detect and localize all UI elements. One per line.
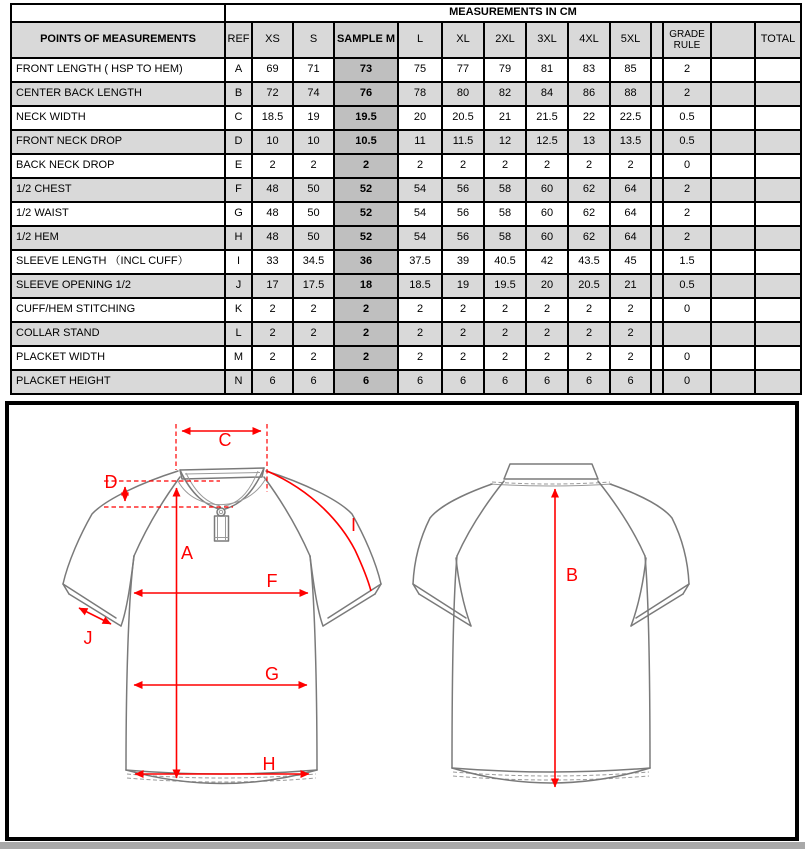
- col-header-ref: REF: [225, 22, 252, 58]
- total-cell: [755, 202, 801, 226]
- size-cell: 2: [484, 322, 526, 346]
- sample-cell: 6: [334, 370, 398, 394]
- size-cell: 77: [442, 58, 484, 82]
- size-cell: 56: [442, 226, 484, 250]
- table-row: [11, 82, 801, 106]
- size-cell: 2: [526, 298, 568, 322]
- size-cell: 75: [398, 58, 442, 82]
- row-label: CENTER BACK LENGTH: [11, 82, 225, 106]
- grade-rule-cell: 2: [663, 82, 711, 106]
- front-view: [63, 424, 381, 784]
- size-cell: 60: [526, 226, 568, 250]
- col-header-total: TOTAL: [755, 22, 801, 58]
- col-header-blank1: [651, 22, 663, 58]
- row-label: PLACKET HEIGHT: [11, 370, 225, 394]
- size-cell: 2: [398, 322, 442, 346]
- size-cell: 2: [252, 154, 293, 178]
- size-cell: 50: [293, 178, 334, 202]
- table-row: [11, 106, 801, 130]
- size-cell: 13.5: [610, 130, 651, 154]
- size-cell: 2: [293, 322, 334, 346]
- size-cell: 88: [610, 82, 651, 106]
- size-cell: 2: [484, 346, 526, 370]
- size-cell: 83: [568, 58, 610, 82]
- col-header-xl: XL: [442, 22, 484, 58]
- size-cell: 62: [568, 178, 610, 202]
- size-cell: 79: [484, 58, 526, 82]
- total-cell: [755, 58, 801, 82]
- size-cell: 34.5: [293, 250, 334, 274]
- empty-cell: [711, 202, 755, 226]
- empty-cell: [651, 370, 663, 394]
- grade-rule-cell: 0: [663, 370, 711, 394]
- table-row: [11, 154, 801, 178]
- back-annotations: [555, 489, 578, 787]
- table-title: MEASUREMENTS IN CM: [225, 4, 801, 22]
- size-cell: 86: [568, 82, 610, 106]
- size-cell: 13: [568, 130, 610, 154]
- empty-cell: [711, 226, 755, 250]
- table-body: [11, 58, 801, 394]
- label-h: H: [262, 754, 276, 774]
- table-row: [11, 130, 801, 154]
- empty-cell: [711, 274, 755, 298]
- size-cell: 42: [526, 250, 568, 274]
- table-row: [11, 370, 801, 394]
- empty-cell: [651, 298, 663, 322]
- size-cell: 11.5: [442, 130, 484, 154]
- size-cell: 2: [252, 346, 293, 370]
- col-header-xs: XS: [252, 22, 293, 58]
- size-cell: 69: [252, 58, 293, 82]
- size-cell: 81: [526, 58, 568, 82]
- empty-cell: [651, 250, 663, 274]
- label-a: A: [181, 543, 194, 563]
- sample-cell: 19.5: [334, 106, 398, 130]
- sample-cell: 2: [334, 346, 398, 370]
- size-cell: 2: [484, 154, 526, 178]
- sample-cell: 2: [334, 298, 398, 322]
- size-cell: 2: [610, 322, 651, 346]
- size-cell: 54: [398, 178, 442, 202]
- ref-cell: J: [225, 274, 252, 298]
- size-cell: 10: [293, 130, 334, 154]
- size-cell: 21.5: [526, 106, 568, 130]
- table-row: [11, 202, 801, 226]
- col-header-2xl: 2XL: [484, 22, 526, 58]
- grade-rule-cell: 0: [663, 154, 711, 178]
- empty-cell: [711, 322, 755, 346]
- size-cell: 60: [526, 202, 568, 226]
- size-cell: 71: [293, 58, 334, 82]
- empty-cell: [651, 130, 663, 154]
- sample-cell: 52: [334, 178, 398, 202]
- size-cell: 21: [610, 274, 651, 298]
- grade-rule-cell: 0.5: [663, 106, 711, 130]
- size-cell: 17.5: [293, 274, 334, 298]
- band-spacer: [11, 4, 225, 22]
- col-header-blank2: [711, 22, 755, 58]
- size-cell: 6: [293, 370, 334, 394]
- size-cell: 74: [293, 82, 334, 106]
- size-cell: 64: [610, 226, 651, 250]
- size-cell: 6: [252, 370, 293, 394]
- ref-cell: E: [225, 154, 252, 178]
- size-cell: 60: [526, 178, 568, 202]
- size-cell: 18.5: [398, 274, 442, 298]
- ref-cell: H: [225, 226, 252, 250]
- empty-cell: [711, 346, 755, 370]
- size-cell: 58: [484, 178, 526, 202]
- sample-cell: 52: [334, 226, 398, 250]
- grade-rule-cell: 2: [663, 58, 711, 82]
- corner-header: POINTS OF MEASUREMENTS: [11, 22, 225, 58]
- size-cell: 2: [442, 154, 484, 178]
- size-cell: 58: [484, 202, 526, 226]
- empty-cell: [711, 58, 755, 82]
- row-label: BACK NECK DROP: [11, 154, 225, 178]
- size-cell: 2: [252, 322, 293, 346]
- size-cell: 2: [293, 346, 334, 370]
- row-label: NECK WIDTH: [11, 106, 225, 130]
- ref-cell: N: [225, 370, 252, 394]
- table-row: [11, 250, 801, 274]
- size-cell: 2: [568, 154, 610, 178]
- label-c: C: [218, 430, 232, 450]
- grade-rule-cell: 0: [663, 298, 711, 322]
- size-cell: 6: [610, 370, 651, 394]
- ref-cell: I: [225, 250, 252, 274]
- size-cell: 2: [568, 322, 610, 346]
- size-cell: 40.5: [484, 250, 526, 274]
- grade-rule-cell: 0.5: [663, 274, 711, 298]
- size-cell: 48: [252, 226, 293, 250]
- size-cell: 20: [526, 274, 568, 298]
- size-cell: 50: [293, 226, 334, 250]
- row-label: SLEEVE LENGTH （INCL CUFF）: [11, 250, 225, 274]
- col-header-3xl: 3XL: [526, 22, 568, 58]
- table-row: [11, 178, 801, 202]
- empty-cell: [711, 130, 755, 154]
- empty-cell: [651, 202, 663, 226]
- size-cell: 2: [610, 346, 651, 370]
- empty-cell: [651, 322, 663, 346]
- size-cell: 6: [484, 370, 526, 394]
- size-cell: 56: [442, 202, 484, 226]
- sample-cell: 18: [334, 274, 398, 298]
- sample-cell: 36: [334, 250, 398, 274]
- size-cell: 6: [526, 370, 568, 394]
- size-cell: 50: [293, 202, 334, 226]
- empty-cell: [651, 106, 663, 130]
- ref-cell: B: [225, 82, 252, 106]
- size-cell: 12: [484, 130, 526, 154]
- size-cell: 19.5: [484, 274, 526, 298]
- back-view: [413, 464, 689, 787]
- size-cell: 22: [568, 106, 610, 130]
- size-cell: 2: [610, 154, 651, 178]
- header-row: [11, 22, 801, 58]
- size-cell: 6: [568, 370, 610, 394]
- row-label: 1/2 WAIST: [11, 202, 225, 226]
- size-cell: 17: [252, 274, 293, 298]
- row-label: SLEEVE OPENING 1/2: [11, 274, 225, 298]
- empty-cell: [711, 154, 755, 178]
- size-cell: 58: [484, 226, 526, 250]
- ref-cell: K: [225, 298, 252, 322]
- size-cell: 2: [484, 298, 526, 322]
- empty-cell: [651, 274, 663, 298]
- ref-cell: M: [225, 346, 252, 370]
- grade-rule-cell: 2: [663, 178, 711, 202]
- table-row: [11, 274, 801, 298]
- empty-cell: [711, 298, 755, 322]
- row-label: COLLAR STAND: [11, 322, 225, 346]
- sample-cell: 10.5: [334, 130, 398, 154]
- diagram-frame: [7, 403, 797, 839]
- col-header-5xl: 5XL: [610, 22, 651, 58]
- empty-cell: [651, 154, 663, 178]
- size-cell: 80: [442, 82, 484, 106]
- size-cell: 2: [442, 346, 484, 370]
- size-cell: 62: [568, 226, 610, 250]
- col-header-sample-m: SAMPLE M: [334, 22, 398, 58]
- size-cell: 19: [442, 274, 484, 298]
- label-d: D: [104, 472, 118, 492]
- size-cell: 2: [526, 346, 568, 370]
- size-cell: 21: [484, 106, 526, 130]
- grade-rule-cell: 1.5: [663, 250, 711, 274]
- sample-cell: 52: [334, 202, 398, 226]
- col-header-l: L: [398, 22, 442, 58]
- total-cell: [755, 298, 801, 322]
- front-annotations: [79, 424, 371, 778]
- empty-cell: [711, 178, 755, 202]
- empty-cell: [651, 226, 663, 250]
- grade-rule-cell: [663, 322, 711, 346]
- size-cell: 18.5: [252, 106, 293, 130]
- band-row: [11, 4, 801, 22]
- size-cell: 2: [442, 298, 484, 322]
- size-cell: 54: [398, 226, 442, 250]
- total-cell: [755, 82, 801, 106]
- row-label: 1/2 HEM: [11, 226, 225, 250]
- total-cell: [755, 274, 801, 298]
- size-cell: 37.5: [398, 250, 442, 274]
- table-row: [11, 346, 801, 370]
- sample-cell: 73: [334, 58, 398, 82]
- size-cell: 22.5: [610, 106, 651, 130]
- ref-cell: L: [225, 322, 252, 346]
- ref-cell: C: [225, 106, 252, 130]
- size-cell: 72: [252, 82, 293, 106]
- size-cell: 2: [442, 322, 484, 346]
- total-cell: [755, 250, 801, 274]
- ref-cell: A: [225, 58, 252, 82]
- size-cell: 48: [252, 202, 293, 226]
- col-header-4xl: 4XL: [568, 22, 610, 58]
- total-cell: [755, 130, 801, 154]
- size-cell: 2: [398, 154, 442, 178]
- total-cell: [755, 322, 801, 346]
- size-cell: 20.5: [568, 274, 610, 298]
- size-cell: 6: [398, 370, 442, 394]
- total-cell: [755, 106, 801, 130]
- total-cell: [755, 178, 801, 202]
- label-i: I: [351, 515, 357, 535]
- size-cell: 2: [568, 346, 610, 370]
- grade-rule-cell: 2: [663, 202, 711, 226]
- label-g: G: [264, 664, 280, 684]
- ref-cell: D: [225, 130, 252, 154]
- empty-cell: [711, 370, 755, 394]
- table-row: [11, 298, 801, 322]
- size-cell: 11: [398, 130, 442, 154]
- size-cell: 82: [484, 82, 526, 106]
- size-cell: 10: [252, 130, 293, 154]
- total-cell: [755, 370, 801, 394]
- size-cell: 33: [252, 250, 293, 274]
- size-cell: 2: [526, 322, 568, 346]
- grade-rule-cell: 0: [663, 346, 711, 370]
- empty-cell: [651, 58, 663, 82]
- size-cell: 2: [398, 346, 442, 370]
- row-label: FRONT NECK DROP: [11, 130, 225, 154]
- bottom-strip: [0, 842, 805, 849]
- size-cell: 2: [526, 154, 568, 178]
- ref-cell: G: [225, 202, 252, 226]
- row-label: FRONT LENGTH ( HSP TO HEM): [11, 58, 225, 82]
- empty-cell: [651, 346, 663, 370]
- row-label: CUFF/HEM STITCHING: [11, 298, 225, 322]
- sample-cell: 76: [334, 82, 398, 106]
- sample-cell: 2: [334, 154, 398, 178]
- empty-cell: [711, 106, 755, 130]
- table-head: [11, 4, 801, 58]
- size-cell: 48: [252, 178, 293, 202]
- total-cell: [755, 154, 801, 178]
- row-label: PLACKET WIDTH: [11, 346, 225, 370]
- empty-cell: [711, 250, 755, 274]
- size-cell: 62: [568, 202, 610, 226]
- empty-cell: [651, 178, 663, 202]
- size-cell: 2: [293, 154, 334, 178]
- col-header-s: S: [293, 22, 334, 58]
- size-cell: 20.5: [442, 106, 484, 130]
- col-header-grade-rule: GRADE RULE: [663, 22, 711, 58]
- label-b: B: [566, 565, 579, 585]
- size-cell: 64: [610, 202, 651, 226]
- size-cell: 84: [526, 82, 568, 106]
- label-j: J: [83, 628, 93, 648]
- grade-rule-cell: 0.5: [663, 130, 711, 154]
- size-cell: 2: [293, 298, 334, 322]
- total-cell: [755, 226, 801, 250]
- size-cell: 20: [398, 106, 442, 130]
- grade-rule-cell: 2: [663, 226, 711, 250]
- row-label: 1/2 CHEST: [11, 178, 225, 202]
- size-cell: 43.5: [568, 250, 610, 274]
- ref-cell: F: [225, 178, 252, 202]
- empty-cell: [711, 82, 755, 106]
- sample-cell: 2: [334, 322, 398, 346]
- total-cell: [755, 346, 801, 370]
- table-row: [11, 226, 801, 250]
- size-cell: 12.5: [526, 130, 568, 154]
- size-cell: 19: [293, 106, 334, 130]
- size-cell: 2: [610, 298, 651, 322]
- table-row: [11, 58, 801, 82]
- size-cell: 85: [610, 58, 651, 82]
- size-cell: 56: [442, 178, 484, 202]
- size-cell: 54: [398, 202, 442, 226]
- size-cell: 2: [398, 298, 442, 322]
- size-cell: 2: [252, 298, 293, 322]
- size-cell: 64: [610, 178, 651, 202]
- size-cell: 6: [442, 370, 484, 394]
- label-f: F: [266, 571, 278, 591]
- size-cell: 45: [610, 250, 651, 274]
- empty-cell: [651, 82, 663, 106]
- measurement-table: [10, 3, 802, 395]
- size-cell: 78: [398, 82, 442, 106]
- size-cell: 39: [442, 250, 484, 274]
- size-cell: 2: [568, 298, 610, 322]
- table-row: [11, 322, 801, 346]
- garment-diagram: [0, 400, 805, 849]
